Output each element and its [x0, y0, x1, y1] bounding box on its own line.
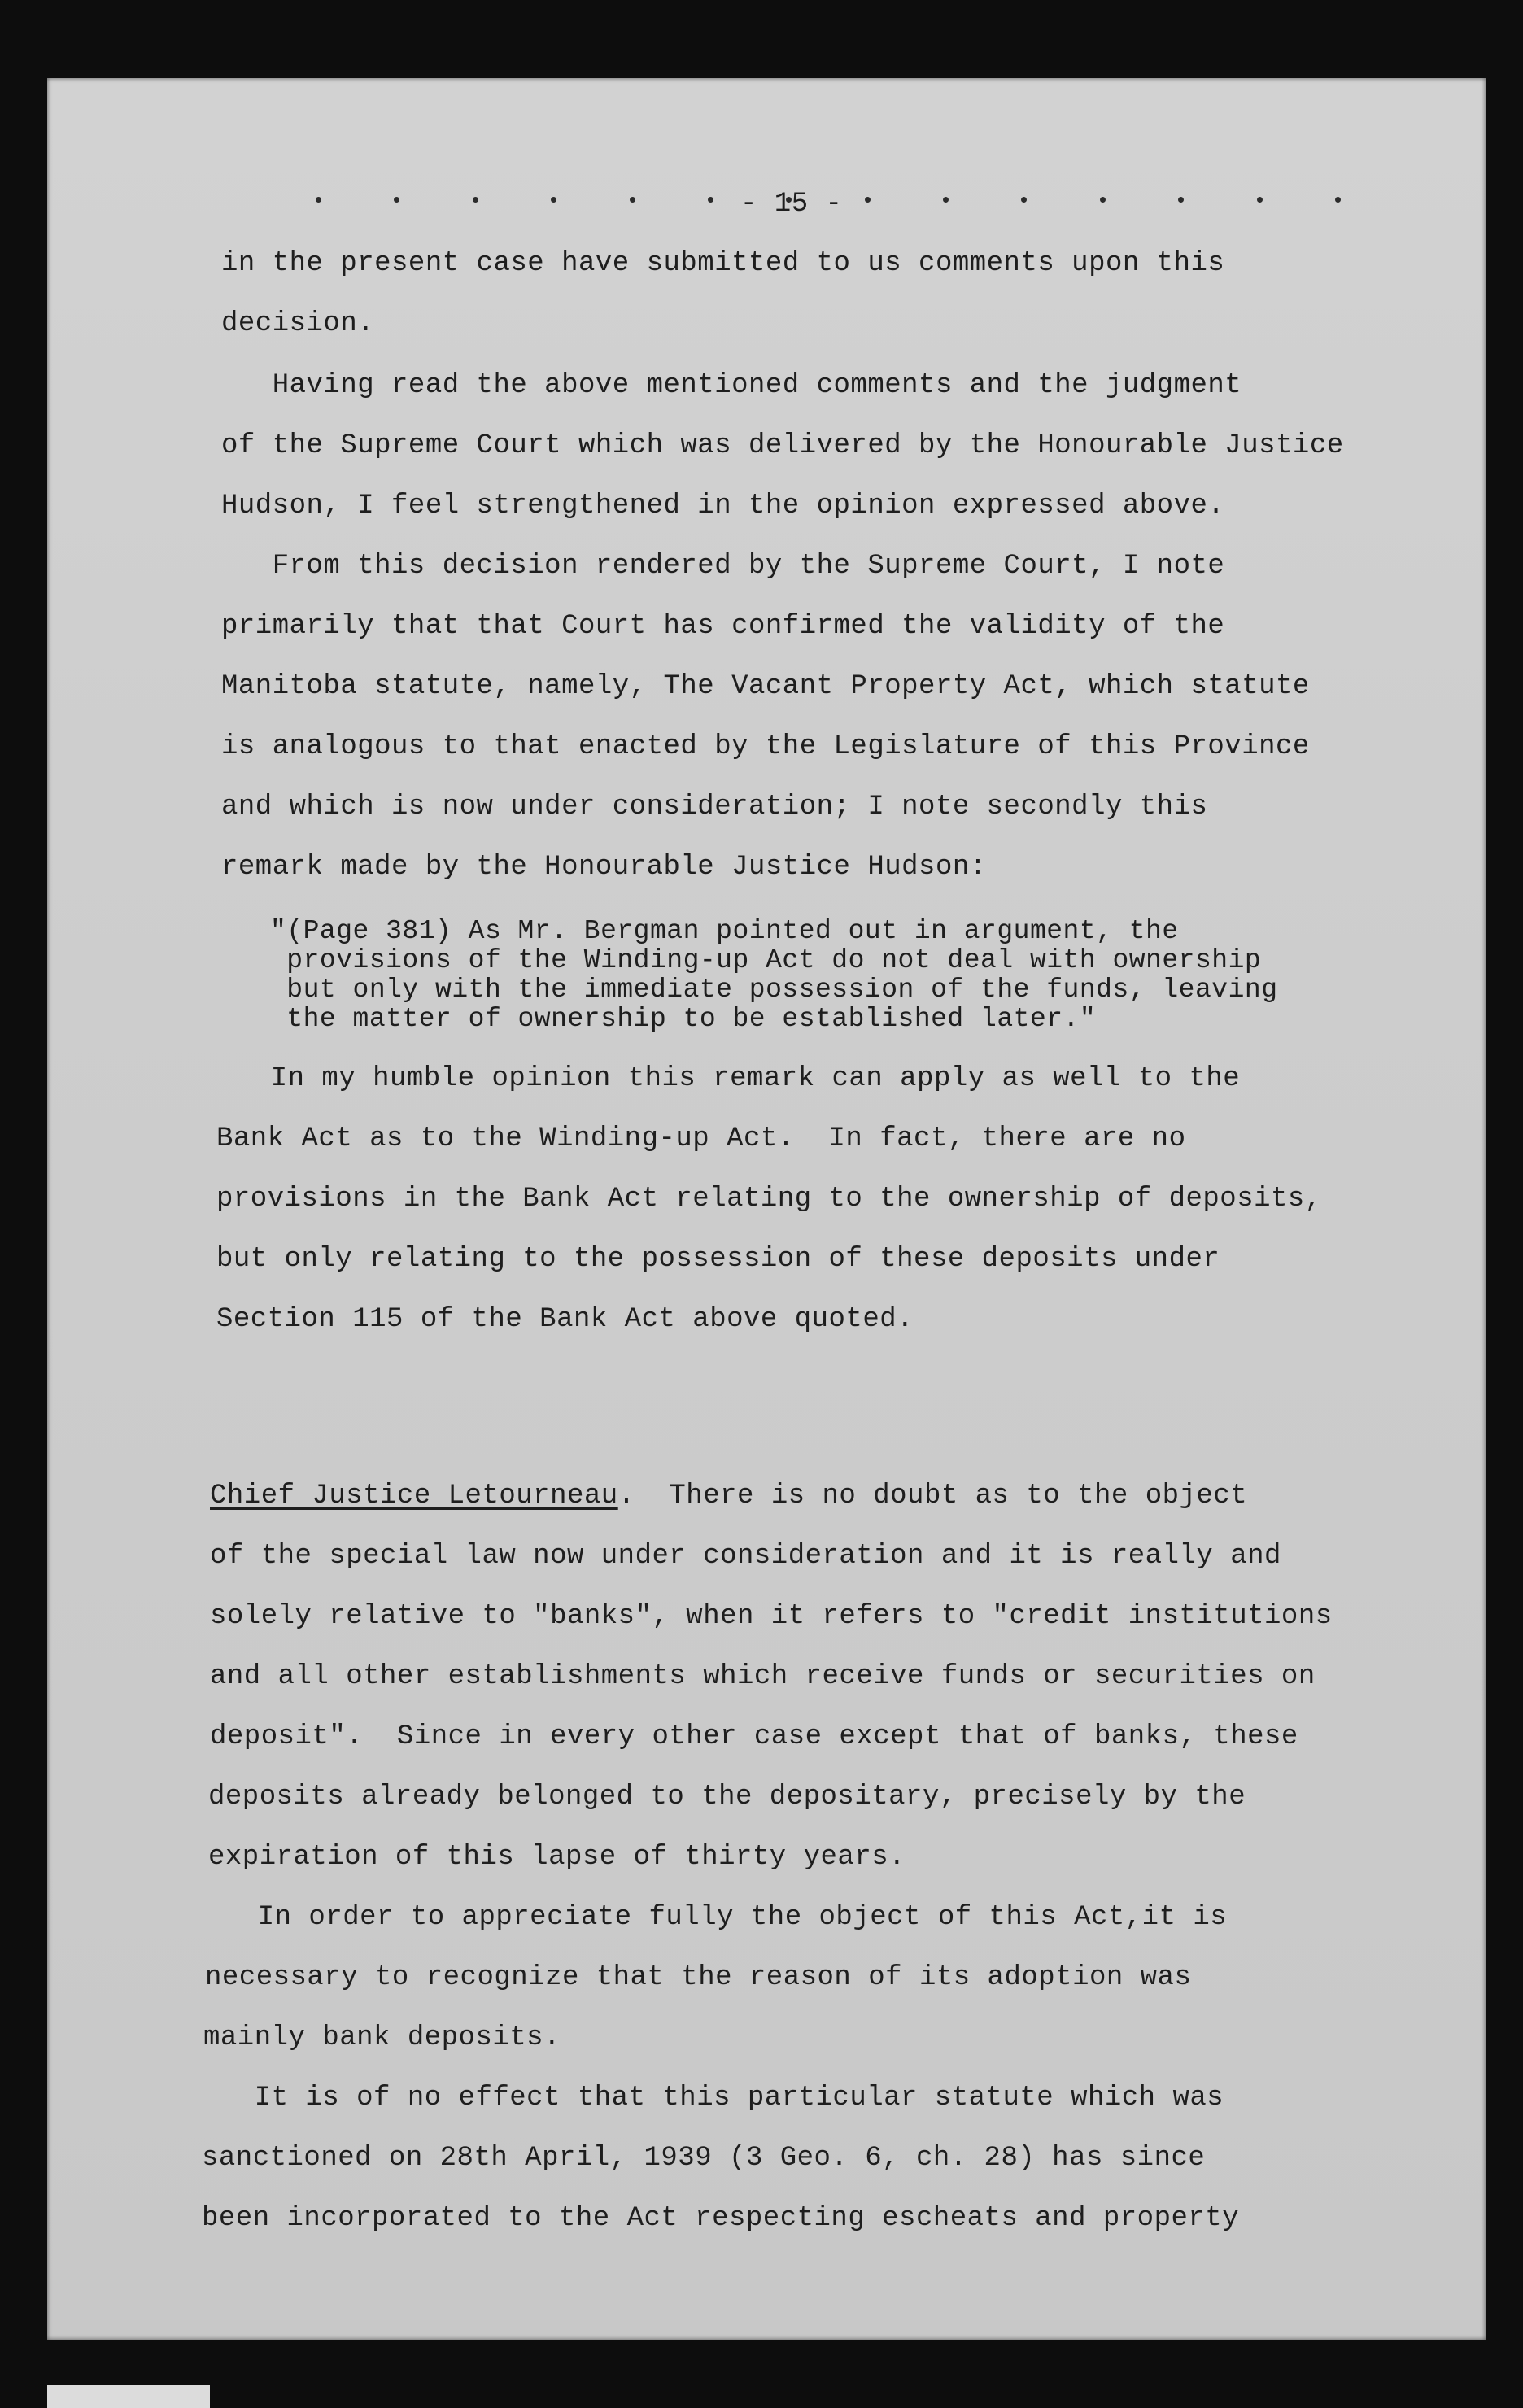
text-line: Having read the above mentioned comments and the judgment: [221, 370, 1242, 401]
text-line: solely relative to "banks", when it refers to "credit institutions: [210, 1601, 1333, 1632]
text-line: Manitoba statute, namely, The Vacant Property Act, which statute: [221, 671, 1310, 702]
text-line: decision.: [221, 308, 375, 339]
text-line: primarily that that Court has confirmed the validity of the: [221, 611, 1225, 642]
text-line: is analogous to that enacted by the Legislature of this Province: [221, 731, 1310, 762]
quote-line: provisions of the Winding-up Act do not deal with ownership: [270, 945, 1262, 975]
text-line: In my humble opinion this remark can apply as well to the: [220, 1063, 1241, 1094]
text-line: but only relating to the possession of these deposits under: [216, 1244, 1220, 1275]
text-line: and all other establishments which receive funds or securities on: [210, 1661, 1316, 1692]
text-line: been incorporated to the Act respecting escheats and property: [202, 2203, 1240, 2234]
quote-line: "(Page 381) As Mr. Bergman pointed out in argument, the: [270, 916, 1179, 946]
text-line: From this decision rendered by the Supreme Court, I note: [221, 551, 1225, 582]
quote-line: the matter of ownership to be established later.": [270, 1004, 1097, 1034]
text-line: in the present case have submitted to us comments upon this: [221, 248, 1225, 279]
text-line: deposits already belonged to the depositary, precisely by the: [208, 1782, 1246, 1813]
text-line: remark made by the Honourable Justice Hudson:: [221, 852, 987, 883]
text-line: It is of no effect that this particular statute which was: [203, 2083, 1224, 2114]
text-line: In order to appreciate fully the object of this Act,it is: [207, 1902, 1228, 1933]
text-line: and which is now under consideration; I note secondly this: [221, 792, 1208, 822]
judge-name: Chief Justice Letourneau: [210, 1481, 618, 1512]
text-line: sanctioned on 28th April, 1939 (3 Geo. 6, ch. 28) has since: [202, 2143, 1206, 2174]
text-line: mainly bank deposits.: [203, 2022, 561, 2053]
section-heading: [210, 1481, 1247, 1512]
quote-line: but only with the immediate possession of the funds, leaving: [270, 975, 1278, 1005]
text-line: Hudson, I feel strengthened in the opinion expressed above.: [221, 491, 1225, 521]
text-line: of the Supreme Court which was delivered by the Honourable Justice: [221, 430, 1344, 461]
text-line: expiration of this lapse of thirty years.: [208, 1842, 906, 1873]
film-tab: [47, 2385, 210, 2408]
text-line: provisions in the Bank Act relating to the ownership of deposits,: [216, 1184, 1322, 1215]
text-line: necessary to recognize that the reason of its adoption was: [205, 1962, 1192, 1993]
text-line: of the special law now under consideration and it is really and: [210, 1541, 1281, 1572]
text-line: Section 115 of the Bank Act above quoted.: [216, 1304, 914, 1335]
text-line: deposit". Since in every other case except that of banks, these: [210, 1721, 1298, 1752]
text-line: Bank Act as to the Winding-up Act. In fact, there are no: [216, 1123, 1186, 1154]
page-number: - 15 -: [740, 189, 843, 220]
heading-text: . There is no doubt as to the object: [617, 1481, 1248, 1512]
